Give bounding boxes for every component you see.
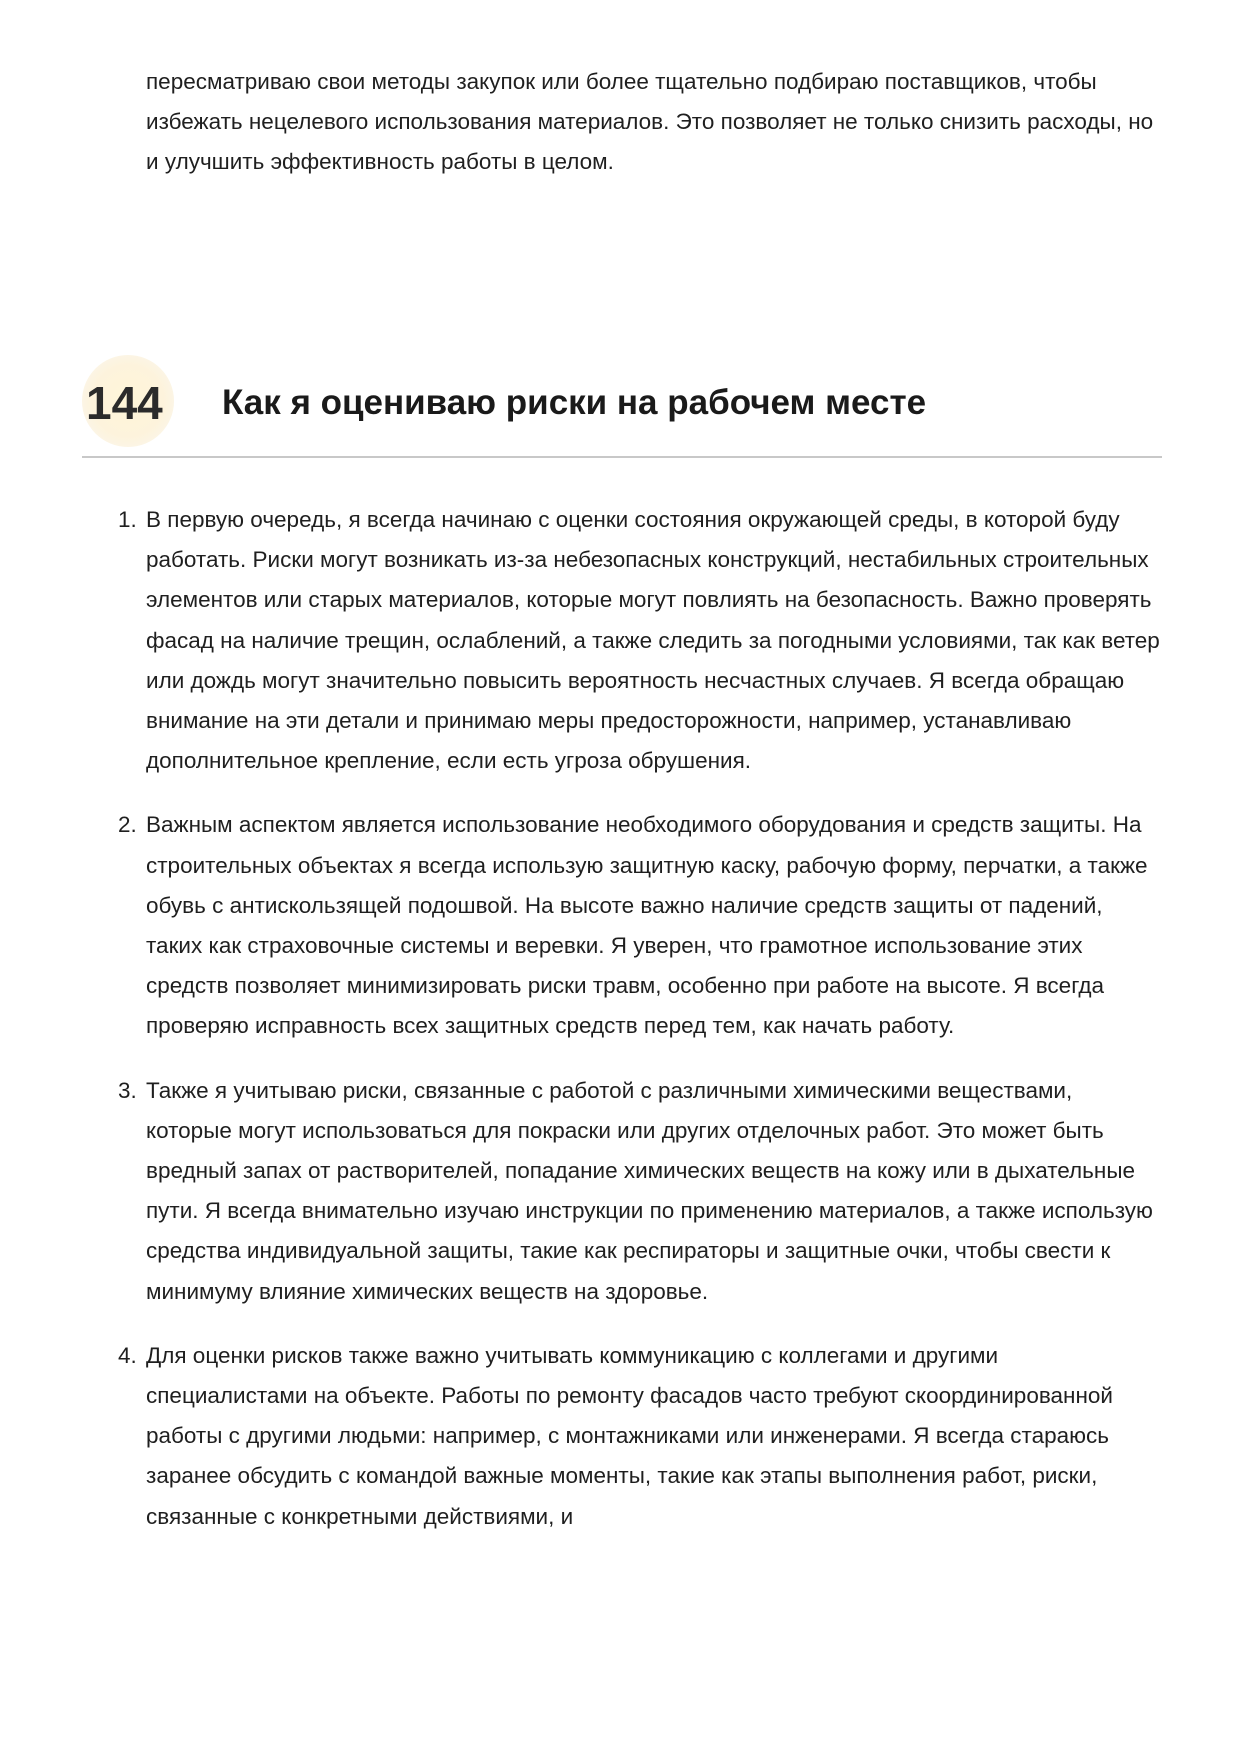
list-item-number: 2. <box>118 812 137 838</box>
risk-list <box>118 500 1160 1561</box>
list-item <box>118 1071 1160 1312</box>
section-header <box>82 355 1162 458</box>
list-item-number: 4. <box>118 1342 137 1368</box>
list-item-text: Для оценки рисков также важно учитывать коммуникацию с коллегами и другими специалистами на объекте. Работы по ремонту фасадов часто требуют скоординированной работы с другими людьми: например, с монтажниками или инженерами. Я всегда стараюсь заранее обсудить с командой важные моменты, такие как этапы выполнения работ, риски, связанные с конкретными действиями, и <box>146 1342 1113 1529</box>
intro-paragraph: пересматриваю свои методы закупок или более тщательно подбираю поставщиков, чтобы избежать нецелевого использования материалов. Это позволяет не только снизить расходы, но и улучшить эффективность работы в целом. <box>146 69 1154 174</box>
list-item <box>118 805 1160 1046</box>
section-title: Как я оцениваю риски на рабочем месте <box>222 383 927 422</box>
list-item-number: 3. <box>118 1077 137 1103</box>
list-item <box>118 500 1160 781</box>
list-item-text: В первую очередь, я всегда начинаю с оценки состояния окружающей среды, в которой буду работать. Риски могут возникать из-за небезопасных конструкций, нестабильных строительных элементов или старых материалов, которые могут повлиять на безопасность. Важно проверять фасад на наличие трещин, ослаблений, а также следить за погодными условиями, так как ветер или дождь могут значительно повысить вероятность несчастных случаев. Я всегда обращаю внимание на эти детали и принимаю меры предосторожности, например, устанавливаю дополнительное крепление, если есть угроза обрушения. <box>146 507 1160 774</box>
section-number: 144 <box>86 377 163 429</box>
list-item <box>118 1336 1160 1537</box>
list-item-text: Важным аспектом является использование необходимого оборудования и средств защиты. На строительных объектах я всегда использую защитную каску, рабочую форму, перчатки, а также обувь с антискользящей подошвой. На высоте важно наличие средств защиты от падений, таких как страховочные системы и веревки. Я уверен, что грамотное использование этих средств позволяет минимизировать риски травм, особенно при работе на высоте. Я всегда проверяю исправность всех защитных средств перед тем, как начать работу. <box>146 812 1148 1039</box>
list-item-text: Также я учитываю риски, связанные с работой с различными химическими веществами, которые могут использоваться для покраски или других отделочных работ. Это может быть вредный запах от растворителей, попадание химических веществ на кожу или в дыхательные пути. Я всегда внимательно изучаю инструкции по применению материалов, а также использую средства индивидуальной защиты, такие как респираторы и защитные очки, чтобы свести к минимуму влияние химических веществ на здоровье. <box>146 1077 1153 1304</box>
list-item-number: 1. <box>118 507 137 532</box>
